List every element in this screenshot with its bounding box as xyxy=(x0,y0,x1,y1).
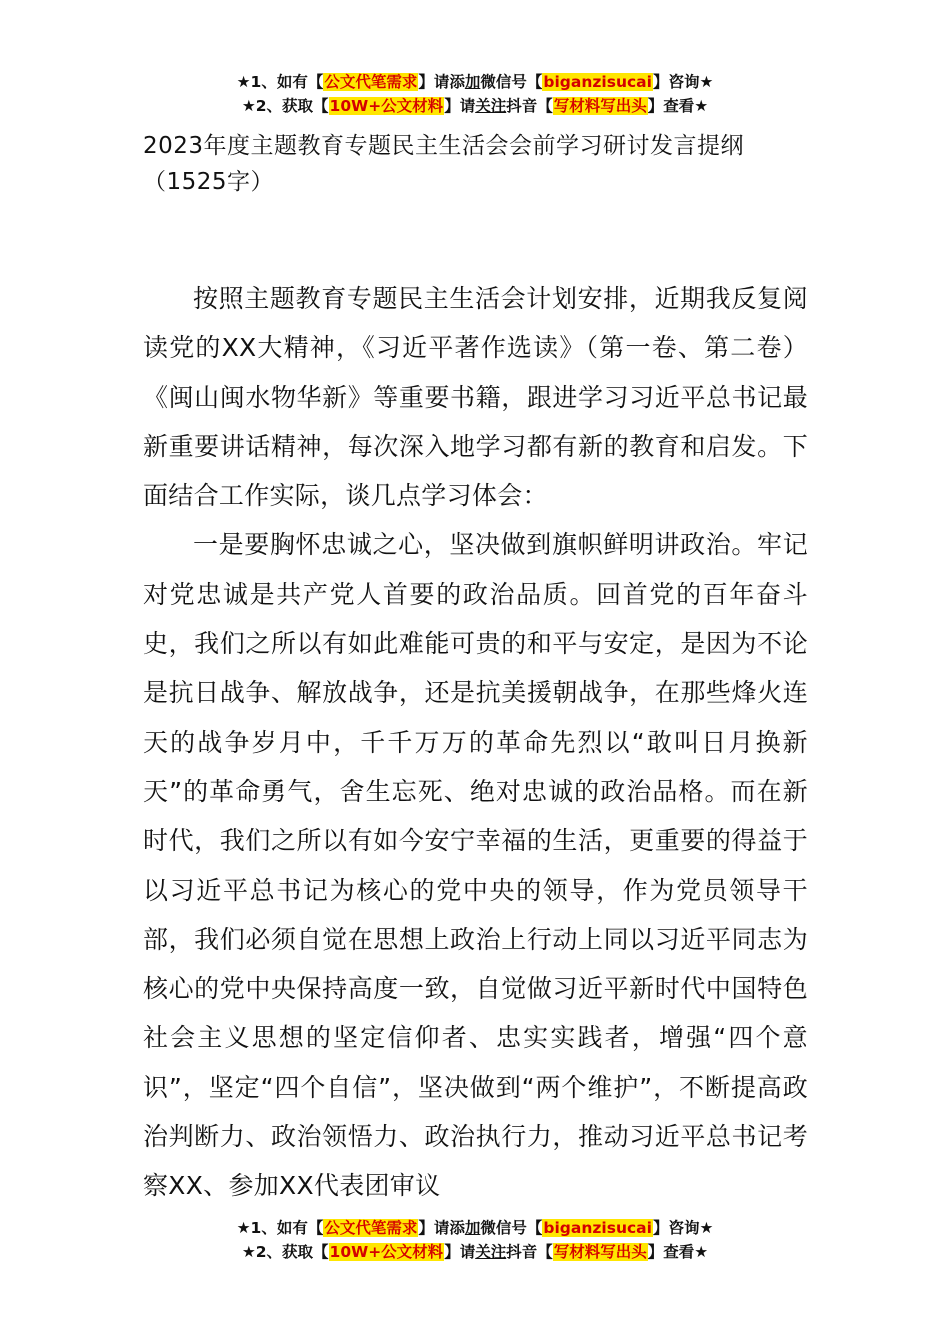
highlight-wechat-id: biganzisucai xyxy=(543,1219,652,1237)
body-paragraph: 按照主题教育专题民主生活会计划安排，近期我反复阅读党的XX大精神，《习近平著作选读》（第一卷、第二卷）《闽山闽水物华新》等重要书籍，跟进学习习近平总书记最新重要讲话精神，每次深入地学习都有新的教育和启发。下面结合工作实际，谈几点学习体会： xyxy=(143,284,808,511)
highlight-materials: 10W+公文材料 xyxy=(329,1243,444,1261)
document-title: 2023年度主题教育专题民主生活会会前学习研讨发言提纲（1525字） xyxy=(143,133,745,195)
highlight-wechat-id: biganzisucai xyxy=(543,73,652,91)
promo-line-1: ★1、如有【公文代笔需求】请添加微信号【biganzisucai】咨询★ xyxy=(236,73,714,91)
promo-banner-bottom xyxy=(0,1216,950,1264)
highlight-douyin: 写材料写出头 xyxy=(553,97,647,115)
promo-banner-top xyxy=(0,70,950,118)
body-paragraph: 一是要胸怀忠诚之心，坚决做到旗帜鲜明讲政治。牢记对党忠诚是共产党人首要的政治品质。回首党的百年奋斗史，我们之所以有如此难能可贵的和平与安定，是因为不论是抗日战争、解放战争，还是抗美援朝战争，在那些烽火连天的战争岁月中，千千万万的革命先烈以“敢叫日月换新天”的革命勇气，舍生忘死、绝对忠诚的政治品格。而在新时代，我们之所以有如今安宁幸福的生活，更重要的得益于以习近平总书记为核心的党中央的领导，作为党员领导干部，我们必须自觉在思想上政治上行动上同以习近平同志为核心的党中央保持高度一致，自觉做习近平新时代中国特色社会主义思想的坚定信仰者、忠实实践者，增强“四个意识”，坚定“四个自信”，坚决做到“两个维护”，不断提高政治判断力、政治领悟力、政治执行力，推动习近平总书记考察XX、参加XX代表团审议 xyxy=(143,530,808,1201)
promo-line-2: ★2、获取【10W+公文材料】请关注抖音【写材料写出头】查看★ xyxy=(241,1243,709,1261)
document-body xyxy=(143,274,808,1211)
highlight-materials: 10W+公文材料 xyxy=(329,97,444,115)
promo-line-2: ★2、获取【10W+公文材料】请关注抖音【写材料写出头】查看★ xyxy=(241,97,709,115)
highlight-service: 公文代笔需求 xyxy=(324,73,418,91)
promo-line-1: ★1、如有【公文代笔需求】请添加微信号【biganzisucai】咨询★ xyxy=(236,1219,714,1237)
highlight-douyin: 写材料写出头 xyxy=(553,1243,647,1261)
highlight-service: 公文代笔需求 xyxy=(324,1219,418,1237)
